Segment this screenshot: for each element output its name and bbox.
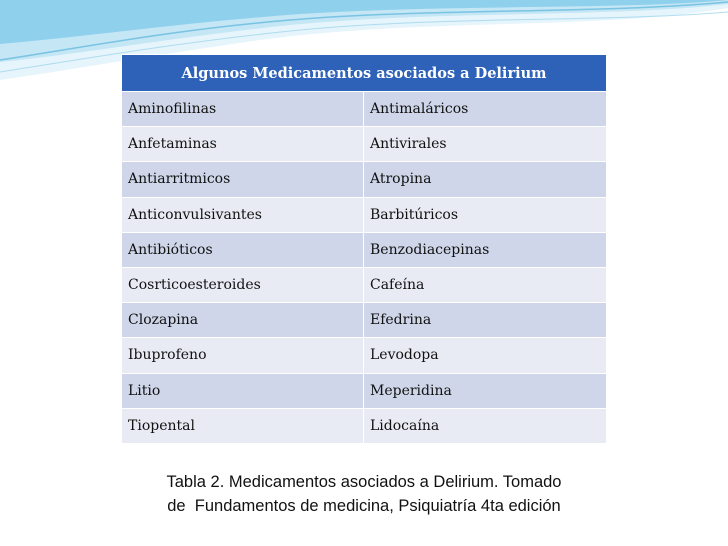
table-row: [122, 92, 607, 127]
table-cell: Antivirales: [364, 127, 607, 162]
table-cell: Efedrina: [364, 303, 607, 338]
table-row: [122, 232, 607, 267]
caption-line-2: de Fundamentos de medicina, Psiquiatría 4ta edición: [167, 497, 561, 515]
table-row: [122, 267, 607, 302]
table-cell: Atropina: [364, 162, 607, 197]
table-cell: Benzodiacepinas: [364, 232, 607, 267]
table-row: [122, 338, 607, 373]
table-cell: Antimaláricos: [364, 92, 607, 127]
table-cell: Anfetaminas: [122, 127, 364, 162]
table-row: [122, 127, 607, 162]
table-cell: Lidocaína: [364, 408, 607, 443]
table-cell: Tiopental: [122, 408, 364, 443]
medications-table: [121, 54, 607, 444]
table-cell: Litio: [122, 373, 364, 408]
table-cell: Barbitúricos: [364, 197, 607, 232]
table-row: [122, 303, 607, 338]
table-header-row: [122, 55, 607, 92]
table-row: [122, 162, 607, 197]
table-row: [122, 408, 607, 443]
table-cell: Clozapina: [122, 303, 364, 338]
table-cell: Aminofilinas: [122, 92, 364, 127]
table-header: Algunos Medicamentos asociados a Delirium: [122, 55, 607, 92]
caption-line-1: Tabla 2. Medicamentos asociados a Delirium. Tomado: [166, 473, 562, 491]
table-row: [122, 373, 607, 408]
table-row: [122, 197, 607, 232]
table-cell: Cafeína: [364, 267, 607, 302]
table-cell: Meperidina: [364, 373, 607, 408]
table-cell: Anticonvulsivantes: [122, 197, 364, 232]
table-cell: Ibuprofeno: [122, 338, 364, 373]
table-cell: Antiarritmicos: [122, 162, 364, 197]
table-cell: Levodopa: [364, 338, 607, 373]
table-caption: [128, 470, 600, 518]
table-cell: Antibióticos: [122, 232, 364, 267]
table-cell: Cosrticoesteroides: [122, 267, 364, 302]
